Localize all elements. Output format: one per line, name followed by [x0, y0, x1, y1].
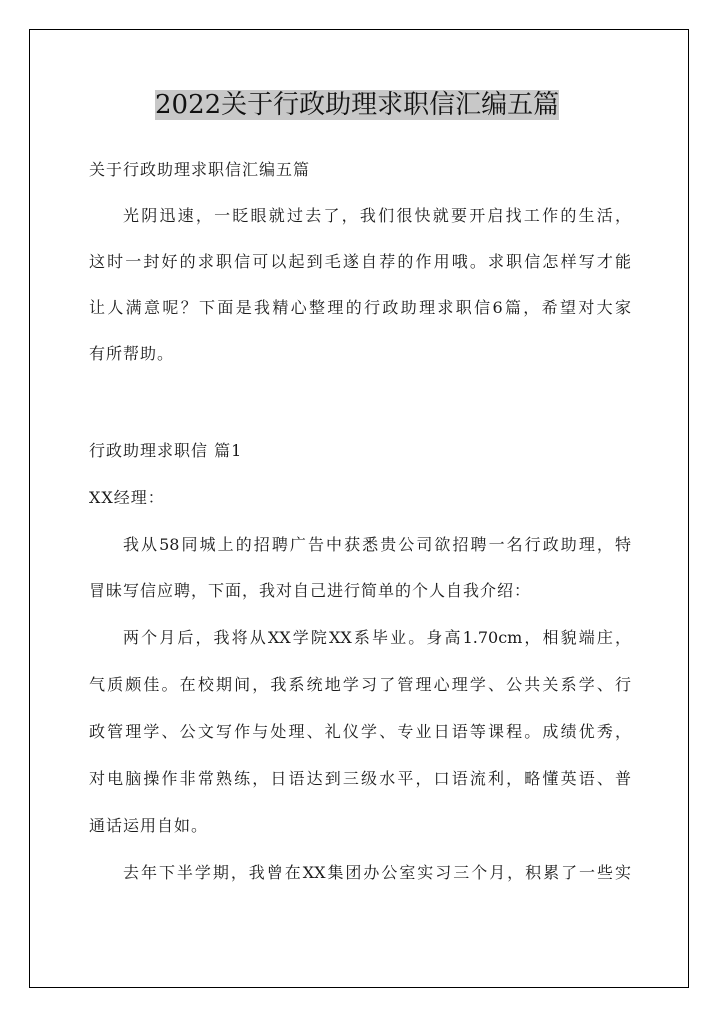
body-line-2: 冒昧写信应聘，下面，我对自己进行简单的个人自我介绍：	[89, 581, 532, 600]
body-line-3: 两个月后，我将从XX学院XX系毕业。身高1.70cm，相貌端庄，	[123, 628, 631, 647]
body-line-7: 通话运用自如。	[89, 816, 209, 835]
document-subtitle: 关于行政助理求职信汇编五篇	[89, 160, 311, 179]
body-line-5: 政管理学、公文写作与处理、礼仪学、专业日语等课程。成绩优秀，	[89, 722, 631, 741]
body-line-8: 去年下半学期，我曾在XX集团办公室实习三个月，积累了一些实	[123, 863, 631, 882]
document-title	[155, 88, 559, 122]
salutation: XX经理：	[89, 488, 165, 507]
intro-line-1: 光阴迅速，一眨眼就过去了，我们很快就要开启找工作的生活，	[123, 206, 631, 225]
body-line-6: 对电脑操作非常熟练，日语达到三级水平，口语流利，略懂英语、普	[89, 769, 631, 788]
intro-line-2: 这时一封好的求职信可以起到毛遂自荐的作用哦。求职信怎样写才能	[89, 252, 631, 271]
document-title-text: 2022关于行政助理求职信汇编五篇	[155, 90, 560, 120]
intro-line-3: 让人满意呢？下面是我精心整理的行政助理求职信6篇，希望对大家	[89, 298, 631, 317]
body-line-1: 我从58同城上的招聘广告中获悉贵公司欲招聘一名行政助理，特	[123, 535, 631, 554]
intro-line-4: 有所帮助。	[89, 344, 175, 363]
section-heading: 行政助理求职信 篇1	[89, 441, 243, 460]
body-line-4: 气质颇佳。在校期间，我系统地学习了管理心理学、公共关系学、行	[89, 675, 631, 694]
